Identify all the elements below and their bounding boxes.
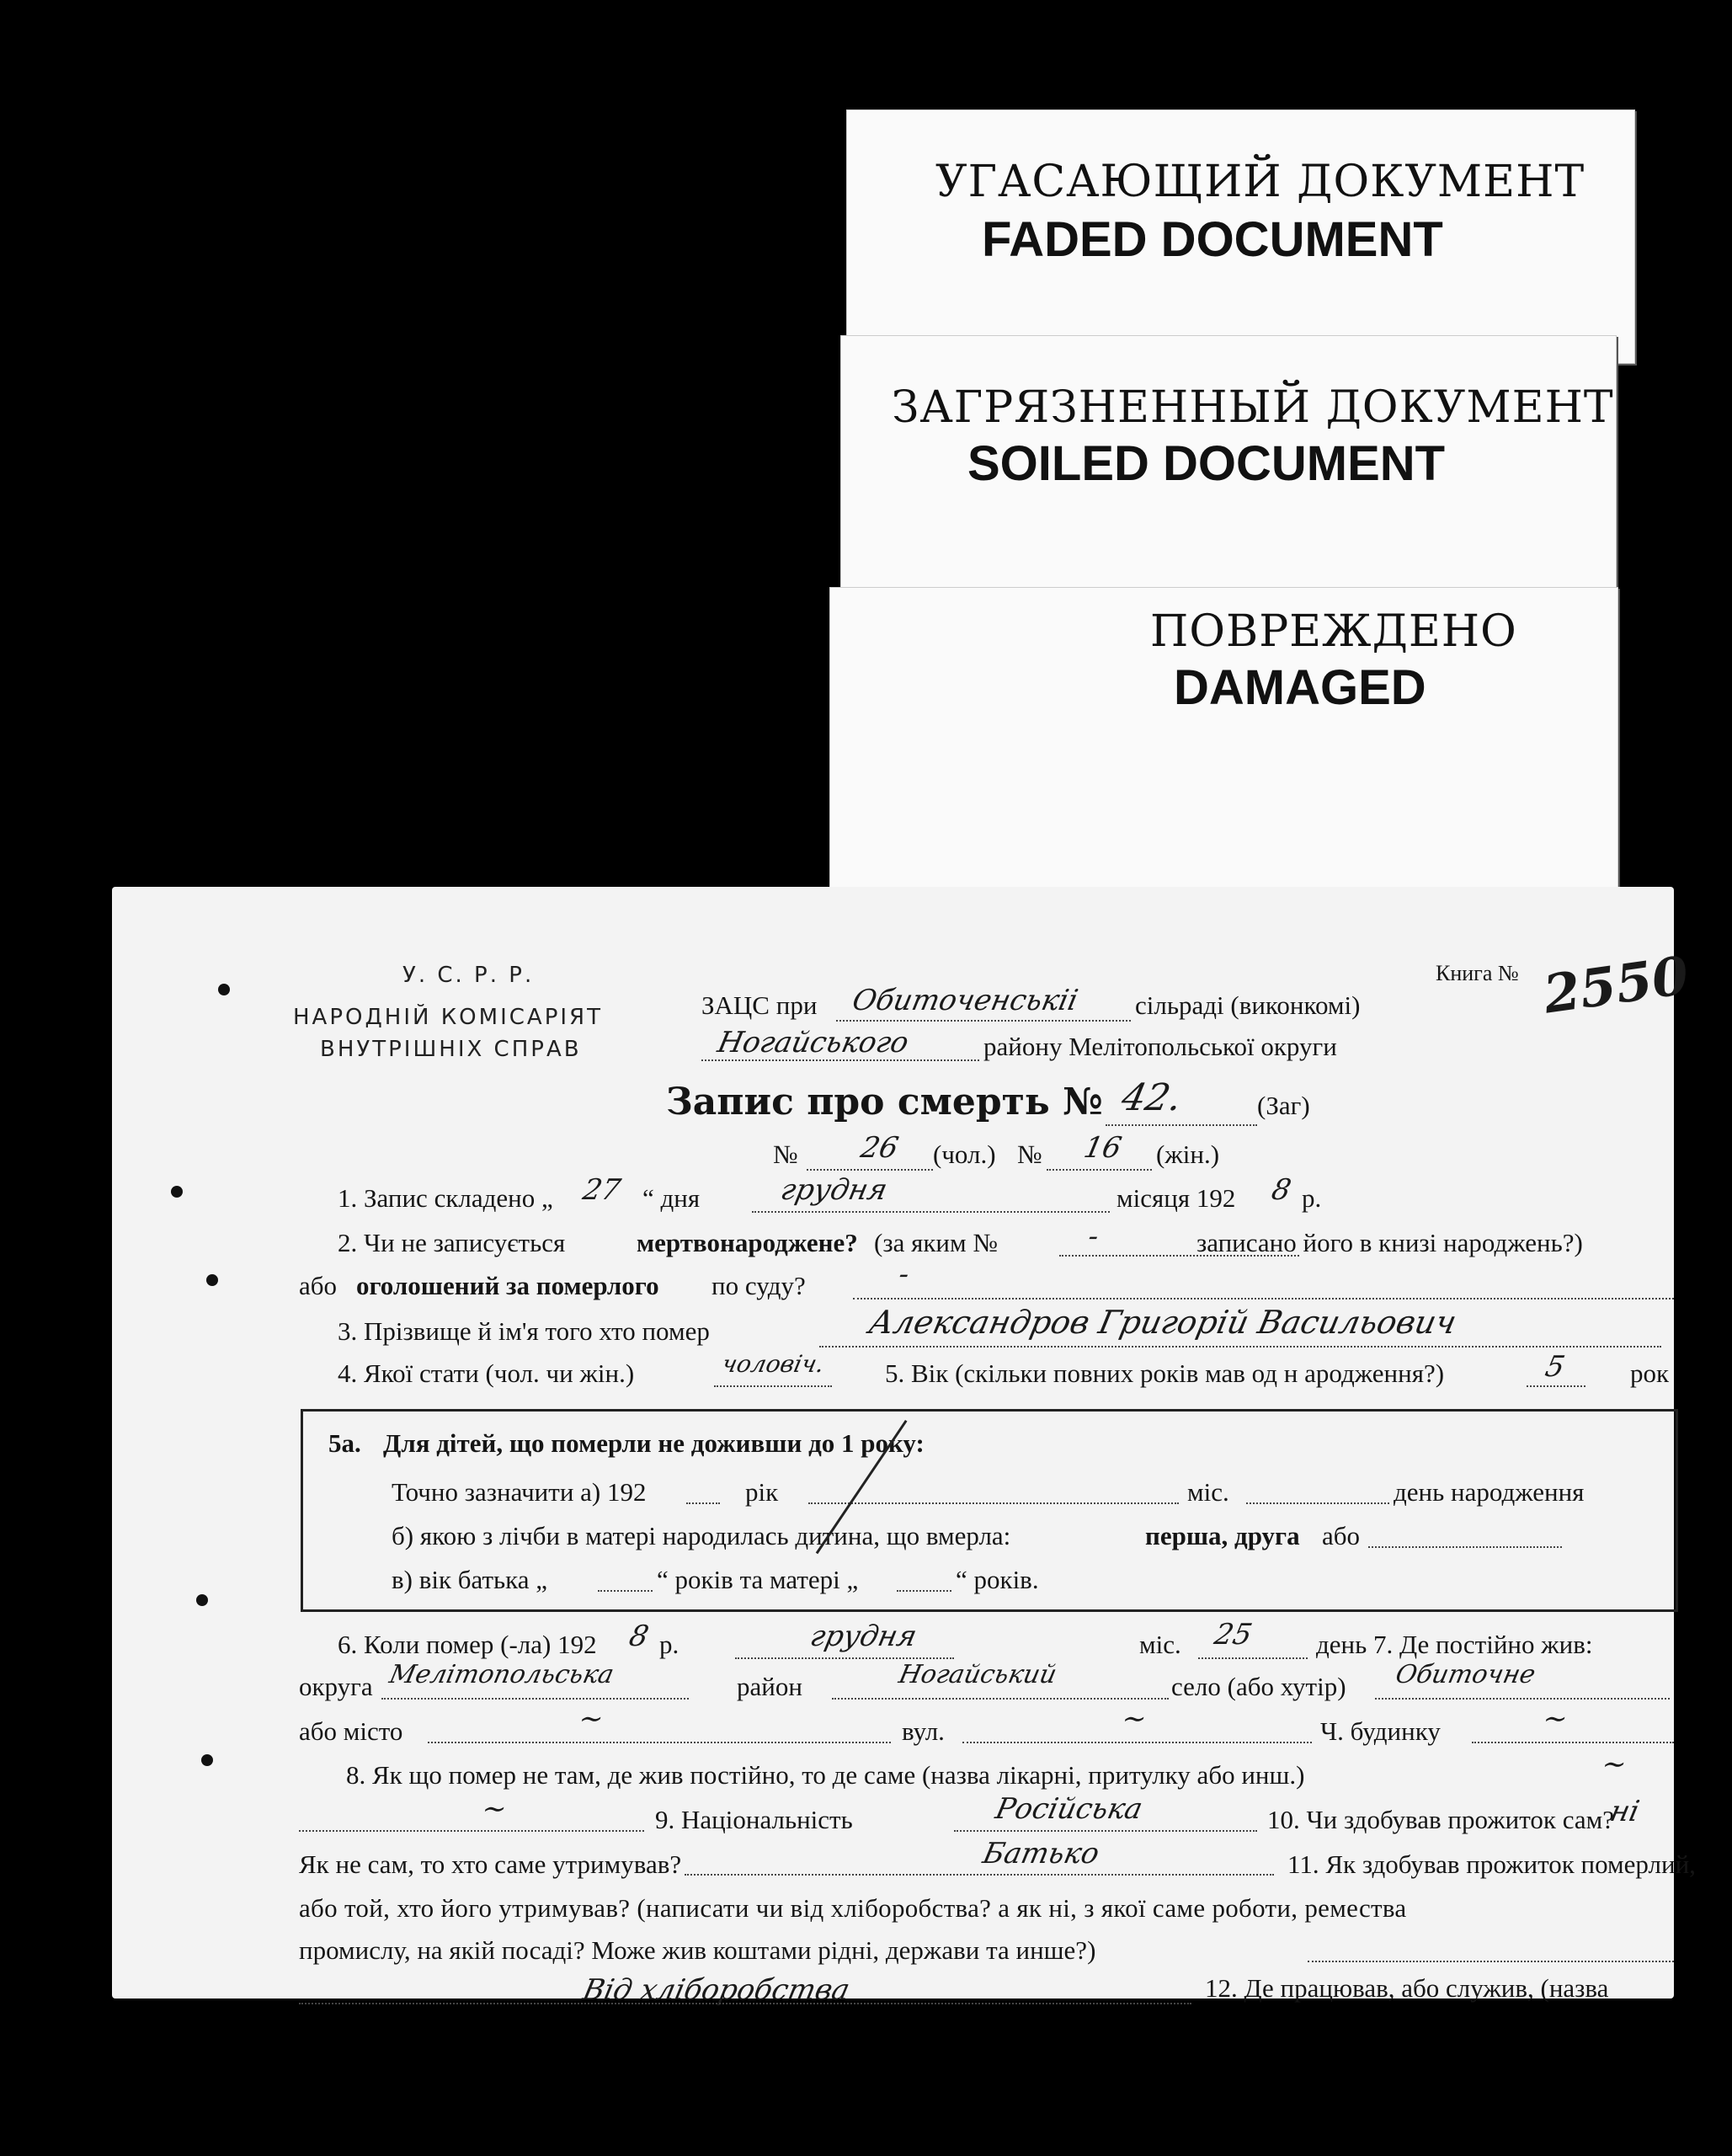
village-council-line — [836, 1020, 1131, 1022]
ussr-header: У. С. Р. Р. — [402, 963, 535, 988]
infant-line2-label: б) якою з лічби в матері народилась дитина, що вмерла: — [392, 1521, 1011, 1550]
soiled-document-label — [840, 335, 1617, 590]
line7-okruga-label: округа — [299, 1672, 373, 1701]
zags-label: ЗАЦС при — [701, 990, 818, 1020]
record-title: Запис про смерть № — [666, 1081, 1103, 1123]
line2-stillborn: мертвонароджене? — [637, 1228, 858, 1257]
book-label: Книга № — [1436, 961, 1519, 985]
record-number: 42. — [1117, 1076, 1186, 1119]
house-value: ~ — [1539, 1702, 1571, 1736]
nationality-value: Російська — [992, 1792, 1146, 1826]
death-record-form — [112, 887, 1696, 2007]
infant-line1-day: день народження — [1394, 1477, 1585, 1507]
line8-continuation — [299, 1830, 644, 1832]
male-count-line — [807, 1169, 933, 1171]
age-line — [1527, 1385, 1585, 1387]
line7b-city-label: або місто — [299, 1716, 403, 1746]
deceased-name: Александров Григорій Васильович — [866, 1304, 1460, 1341]
line11-label: 11. Як здобував прожиток померлий, — [1287, 1849, 1696, 1879]
house-line — [1472, 1742, 1674, 1743]
line6-year-suffix: р. — [659, 1630, 679, 1659]
punch-hole — [218, 984, 230, 995]
line7-raion-label: район — [737, 1672, 802, 1701]
district-value: Ногайського — [714, 1026, 912, 1059]
infant-line1-month: міс. — [1187, 1477, 1229, 1507]
male-no-label: № — [773, 1139, 798, 1169]
line4-label: 4. Якої стати (чол. чи жін.) — [338, 1358, 635, 1388]
occupation-line — [299, 2003, 1191, 2004]
line11c-text: промислу, на якій посаді? Може жив коштами рідні, держави та инше?) — [299, 1935, 1096, 1965]
record-month-line — [752, 1211, 1110, 1213]
village-council-value: Обиточенськіі — [849, 984, 1081, 1017]
line6-label: 6. Коли помер (-ла) 192 — [338, 1630, 597, 1659]
line2b-court: по суду? — [711, 1271, 806, 1300]
damaged-label-en: DAMAGED — [1174, 660, 1426, 715]
line11c-line — [1308, 1961, 1674, 1962]
father-age-line — [598, 1590, 653, 1592]
line10-label: 10. Чи здобував прожиток сам? — [1267, 1805, 1614, 1834]
city-value: ~ — [575, 1702, 607, 1736]
death-month: грудня — [807, 1620, 920, 1653]
line7b-street-label: вул. — [902, 1716, 945, 1746]
line1-label: 1. Запис складено „ — [338, 1183, 553, 1213]
soiled-label-en: SOILED DOCUMENT — [967, 436, 1446, 491]
commissariat-header: НАРОДНІЙ КОМІСАРІЯТ — [293, 1005, 603, 1030]
death-day-line — [1198, 1657, 1308, 1659]
punch-hole — [201, 1754, 213, 1766]
infant-line3-father: в) вік батька „ — [392, 1565, 548, 1594]
line11b-text: або той, хто його утримував? (написати чи від хліборобства? а як ні, з якої саме роботи, ремества — [299, 1893, 1407, 1923]
female-label: (жін.) — [1156, 1139, 1220, 1169]
infant-year-line — [686, 1502, 720, 1504]
raion-line — [832, 1698, 1169, 1700]
record-month: грудня — [777, 1173, 891, 1207]
death-month-line — [735, 1657, 954, 1659]
district-suffix: району Мелітопольської округи — [983, 1032, 1337, 1061]
infant-month-line — [808, 1502, 1179, 1504]
occupation-value: Від хліборобства — [579, 1973, 853, 2007]
punch-hole — [206, 1274, 218, 1286]
soiled-label-ru: ЗАГРЯЗНЕННЫЙ ДОКУМЕНТ — [892, 382, 1614, 433]
court-line — [853, 1298, 1674, 1299]
nationality-line — [954, 1830, 1257, 1832]
faded-document-label — [846, 109, 1635, 364]
damaged-label-ru: ПОВРЕЖДЕНО — [1150, 606, 1517, 657]
infant-section-box — [301, 1409, 1678, 1612]
line1-year-suffix: р. — [1302, 1183, 1322, 1213]
self-support-value: ні — [1607, 1795, 1643, 1828]
deceased-name-line — [819, 1346, 1661, 1348]
line8-label: 8. Як що помер не там, де жив постійно, то де саме (назва лікарні, притулку або инш.) — [346, 1760, 1305, 1790]
street-value: ~ — [1118, 1702, 1150, 1736]
line7b-house-label: Ч. будинку — [1320, 1716, 1441, 1746]
supporter-value: Батько — [979, 1837, 1103, 1870]
line10b-label: Як не сам, то хто саме утримував? — [299, 1849, 682, 1879]
record-number-line — [1106, 1124, 1257, 1126]
infant-title: Для дітей, що померли не доживши до 1 року: — [383, 1428, 925, 1458]
book-number: 2550 — [1539, 944, 1692, 1026]
line6-month-label: міс. — [1139, 1630, 1181, 1659]
punch-hole — [196, 1594, 208, 1606]
line6-day-label: день 7. Де постійно жив: — [1316, 1630, 1593, 1659]
street-line — [962, 1742, 1312, 1743]
infant-line3-mother: “ років та матері „ — [657, 1565, 859, 1594]
line2b-label: або — [299, 1271, 338, 1300]
line8-value: ~ — [1598, 1748, 1630, 1781]
death-year: 8 — [626, 1620, 652, 1653]
male-count: 26 — [857, 1131, 902, 1165]
infant-title-number: 5а. — [328, 1428, 361, 1458]
female-no-label: № — [1017, 1139, 1042, 1169]
city-line — [428, 1742, 891, 1743]
record-year: 8 — [1268, 1173, 1294, 1207]
female-count: 16 — [1080, 1131, 1125, 1165]
commissariat-subheader: ВНУТРІШНІХ СПРАВ — [320, 1037, 582, 1062]
infant-line3-suffix: “ років. — [956, 1565, 1039, 1594]
male-label: (чол.) — [933, 1139, 996, 1169]
infant-line2-order: перша, друга — [1145, 1521, 1300, 1550]
selo-line — [1375, 1698, 1670, 1700]
court-value: - — [895, 1257, 913, 1291]
line3-label: 3. Прізвище й ім'я того хто помер — [338, 1316, 710, 1346]
age-value: 5 — [1542, 1350, 1568, 1384]
infant-order-line — [1368, 1546, 1562, 1548]
sex-value: чоловіч. — [719, 1350, 828, 1378]
line2-label: 2. Чи не записується — [338, 1228, 566, 1257]
record-day: 27 — [579, 1173, 624, 1207]
line4-suffix: рок — [1630, 1358, 1670, 1388]
raion-value: Ногайський — [896, 1660, 1060, 1689]
council-suffix: сільраді (виконкомі) — [1135, 990, 1361, 1020]
line1-month-label: місяця 192 — [1116, 1183, 1236, 1213]
infant-line1-label: Точно зазначити а) 192 — [392, 1477, 647, 1507]
damaged-document-label — [829, 587, 1618, 892]
zag-label: (Заг) — [1257, 1091, 1310, 1120]
line12-label: 12. Де працював, або служив, (назва — [1205, 1973, 1609, 2003]
okruga-line — [381, 1698, 689, 1700]
district-line — [701, 1059, 979, 1061]
line4-age-label: 5. Вік (скільки повних років мав од н ародження?) — [885, 1358, 1445, 1388]
birth-book-number: - — [1084, 1219, 1102, 1253]
sex-line — [714, 1385, 832, 1387]
okruga-value: Мелітопольська — [386, 1660, 617, 1689]
faded-label-en: FADED DOCUMENT — [982, 212, 1443, 267]
supporter-line — [685, 1874, 1274, 1876]
line2-number-label: (за яким № — [874, 1228, 998, 1257]
line1-day-label: “ дня — [642, 1183, 701, 1213]
mother-age-line — [897, 1590, 951, 1592]
selo-value: Обиточне — [1393, 1660, 1538, 1689]
line8-cont-value: ~ — [478, 1792, 510, 1826]
line2b-declared: оголошений за померлого — [356, 1271, 659, 1300]
punch-hole — [171, 1186, 183, 1198]
line7-selo-label: село (або хутір) — [1171, 1672, 1346, 1701]
infant-line1-year: рік — [745, 1477, 779, 1507]
infant-line2-or: або — [1322, 1521, 1361, 1550]
line2-suffix: записано його в книзі народжень?) — [1196, 1228, 1583, 1257]
female-count-line — [1047, 1169, 1152, 1171]
faded-label-ru: УГАСАЮЩИЙ ДОКУМЕНТ — [935, 157, 1585, 207]
line9-label: 9. Національність — [655, 1805, 853, 1834]
infant-day-line — [1246, 1502, 1389, 1504]
death-day: 25 — [1211, 1618, 1255, 1652]
